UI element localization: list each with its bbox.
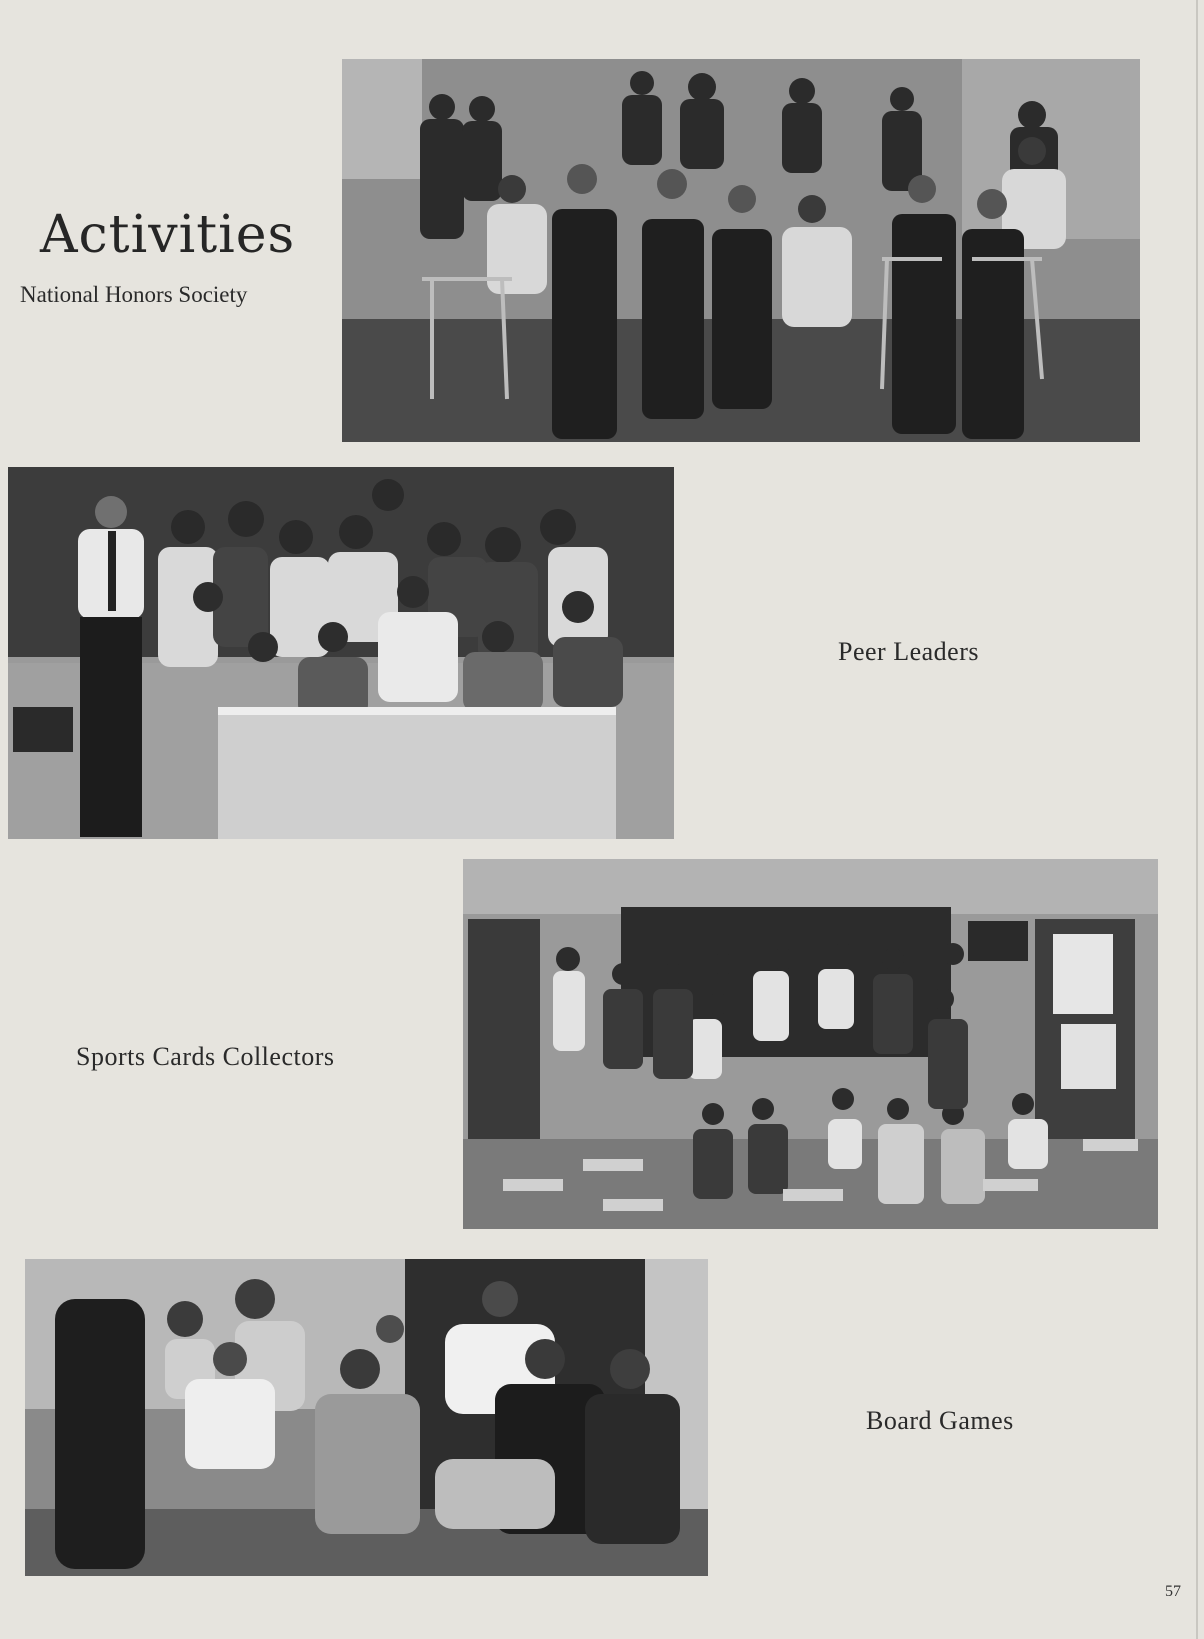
peer-leaders-photo (8, 467, 674, 839)
peer-leaders-caption: Peer Leaders (838, 637, 979, 666)
board-games-caption: Board Games (866, 1406, 1014, 1435)
sports-cards-caption: Sports Cards Collectors (76, 1042, 335, 1071)
national-honors-society-photo (342, 59, 1140, 442)
section-title: Activities (40, 205, 296, 265)
sports-cards-collectors-photo (463, 859, 1158, 1229)
page-edge (1196, 0, 1198, 1639)
national-honors-caption: National Honors Society (20, 282, 248, 307)
page-number: 57 (1165, 1583, 1181, 1600)
board-games-photo (25, 1259, 708, 1576)
